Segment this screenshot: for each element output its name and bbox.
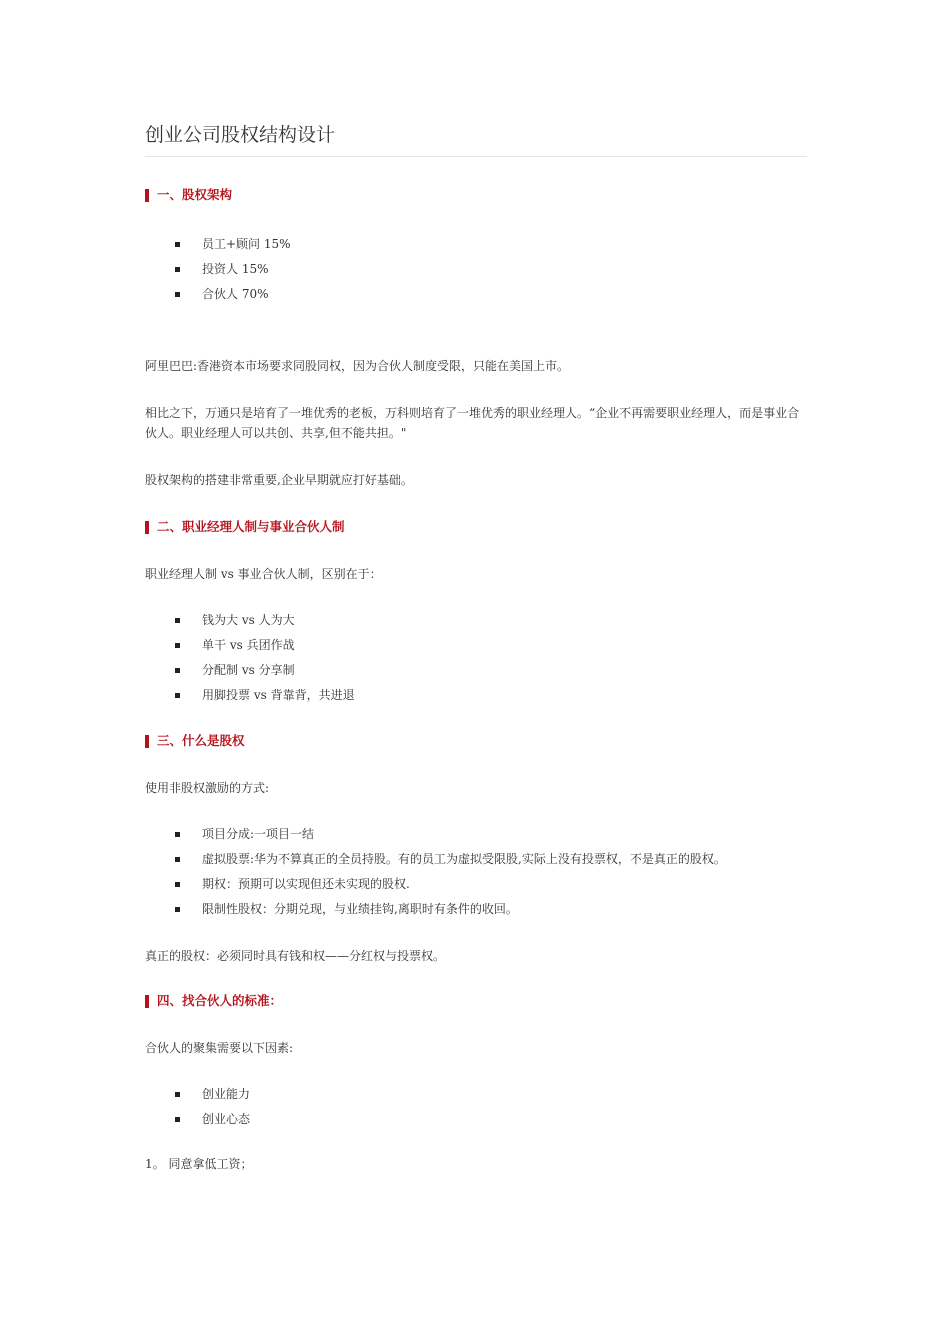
square-bullet-icon — [175, 292, 180, 297]
square-bullet-icon — [175, 267, 180, 272]
paragraph-alibaba: 阿里巴巴:香港资本市场要求同股同权，因为合伙人制度受限，只能在美国上市。 — [145, 359, 570, 373]
list-item: 用脚投票 vs 背靠背，共进退 — [145, 683, 807, 708]
list-item: 分配制 vs 分享制 — [145, 658, 807, 683]
square-bullet-icon — [175, 693, 180, 698]
list-item: 创业能力 — [145, 1082, 807, 1107]
incentive-list — [145, 822, 807, 922]
difference-list — [145, 608, 807, 708]
section-heading-4 — [145, 992, 807, 1010]
square-bullet-icon — [175, 907, 180, 912]
section-heading-3 — [145, 732, 807, 750]
paragraph-intro: 职业经理人制 vs 事业合伙人制，区别在于： — [145, 567, 382, 581]
square-bullet-icon — [175, 643, 180, 648]
list-item: 限制性股权：分期兑现，与业绩挂钩,离职时有条件的收回。 — [145, 897, 807, 922]
heading-marker-icon — [145, 995, 149, 1008]
section-heading-1 — [145, 186, 807, 204]
paragraph-comparison: 相比之下，万通只是培育了一堆优秀的老板，万科则培育了一堆优秀的职业经理人。“企业不再需要职业经理人，而是事业合伙人。职业经理人可以共创、共享,但不能共担。" — [145, 406, 800, 440]
heading-marker-icon — [145, 735, 149, 748]
list-item: 虚拟股票:华为不算真正的全员持股。有的员工为虚拟受限股,实际上没有投票权，不是真正的股权。 — [145, 847, 807, 872]
section-heading-text: 四、找合伙人的标准： — [157, 993, 283, 1008]
square-bullet-icon — [175, 668, 180, 673]
list-item: 员工+顾问 15% — [145, 232, 807, 257]
heading-marker-icon — [145, 189, 149, 202]
square-bullet-icon — [175, 618, 180, 623]
section-heading-text: 三、什么是股权 — [157, 733, 245, 748]
square-bullet-icon — [175, 882, 180, 887]
list-item: 期权：预期可以实现但还未实现的股权. — [145, 872, 807, 897]
list-item: 项目分成:一项目一结 — [145, 822, 807, 847]
square-bullet-icon — [175, 1092, 180, 1097]
list-item: 创业心态 — [145, 1107, 807, 1132]
list-item: 钱为大 vs 人为大 — [145, 608, 807, 633]
document-page — [145, 120, 807, 1174]
square-bullet-icon — [175, 242, 180, 247]
section-heading-text: 一、股权架构 — [157, 187, 233, 202]
document-title: 创业公司股权结构设计 — [145, 120, 807, 157]
paragraph-intro: 合伙人的聚集需要以下因素: — [145, 1041, 294, 1055]
paragraph-outro: 真正的股权：必须同时具有钱和权——分红权与投票权。 — [145, 949, 446, 963]
paragraph-intro: 使用非股权激励的方式: — [145, 781, 270, 795]
list-item: 单干 vs 兵团作战 — [145, 633, 807, 658]
list-item: 投资人 15% — [145, 257, 807, 282]
heading-marker-icon — [145, 521, 149, 534]
square-bullet-icon — [175, 1117, 180, 1122]
square-bullet-icon — [175, 832, 180, 837]
list-item: 合伙人 70% — [145, 282, 807, 307]
section-heading-text: 二、职业经理人制与事业合伙人制 — [157, 519, 345, 534]
partner-factors-list — [145, 1082, 807, 1132]
equity-structure-list — [145, 232, 807, 307]
square-bullet-icon — [175, 857, 180, 862]
section-heading-2 — [145, 518, 807, 536]
paragraph-foundation: 股权架构的搭建非常重要,企业早期就应打好基础。 — [145, 473, 413, 487]
paragraph-outro: 1。 同意拿低工资； — [145, 1157, 253, 1171]
